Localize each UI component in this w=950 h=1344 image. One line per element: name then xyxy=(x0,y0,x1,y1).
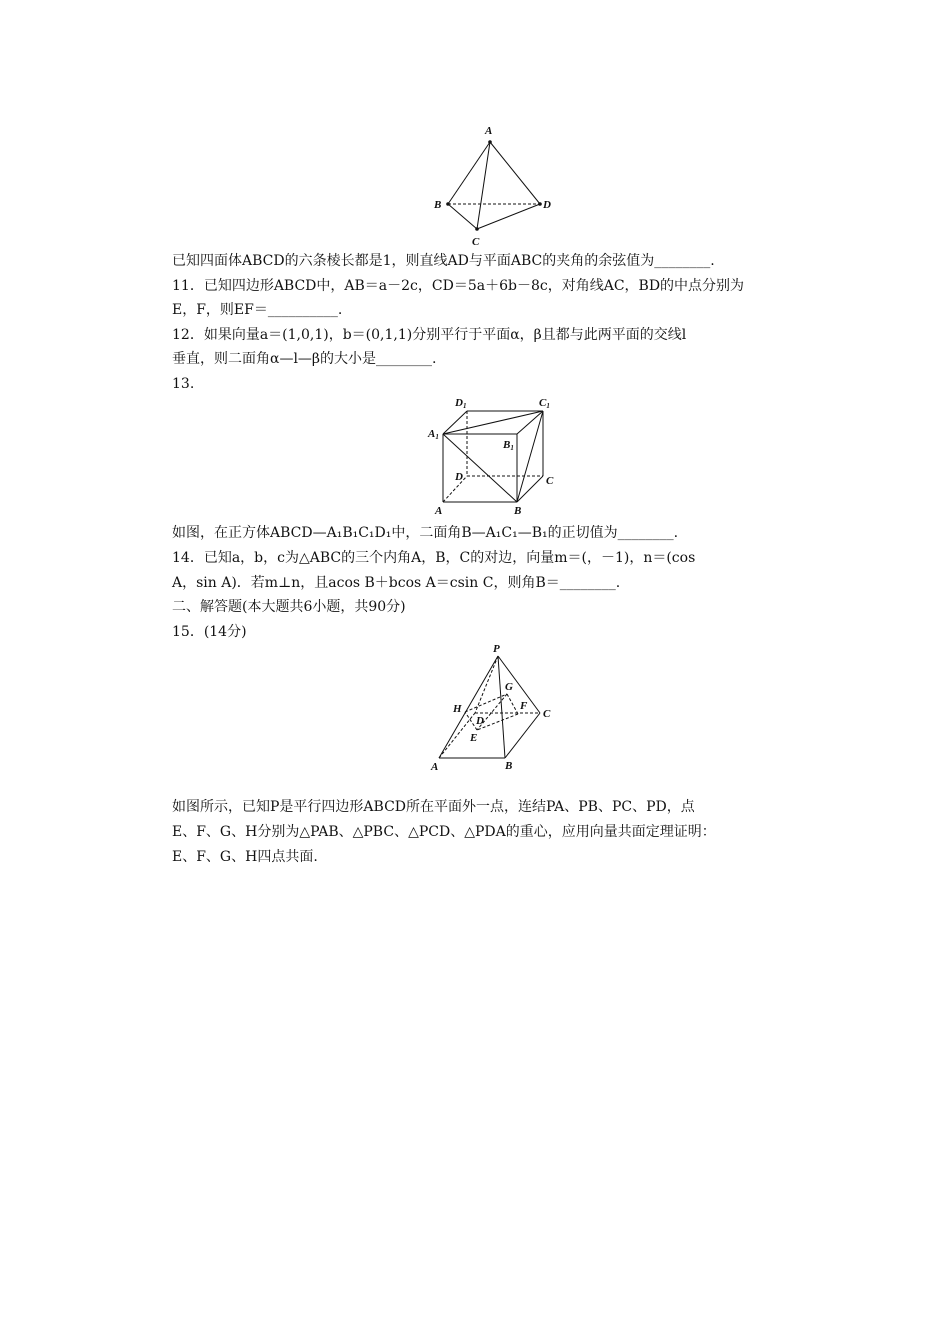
q12-line-1: 12．如果向量a＝(1,0,1)，b＝(0,1,1)分别平行于平面α，β且都与此两平面的交线l xyxy=(172,327,687,343)
pyramid-label-c: C xyxy=(543,708,551,720)
cube-label-b: B xyxy=(514,505,522,517)
tetrahedron-figure xyxy=(430,122,560,250)
q10-statement: 已知四面体ABCD的六条棱长都是1，则直线AD与平面ABC的夹角的余弦值为________. xyxy=(172,253,715,269)
pyramid-label-a: A xyxy=(431,761,439,773)
pyramid-label-g: G xyxy=(505,681,513,693)
pyramid-label-h: H xyxy=(453,703,462,715)
cube-label-c: C xyxy=(546,475,554,487)
cube-diagram xyxy=(425,394,565,518)
tetra-label-c: C xyxy=(472,236,480,248)
q14-line-1: 14．已知a，b，c为△ABC的三个内角A，B，C的对边，向量m＝(，－1)，n＝(cos xyxy=(172,550,696,566)
q13-number: 13. xyxy=(172,376,195,392)
tetra-label-b: B xyxy=(434,199,442,211)
cube-label-a1: A1 xyxy=(428,428,439,441)
q13-statement: 如图，在正方体ABCD—A₁B₁C₁D₁中，二面角B—A₁C₁—B₁的正切值为________. xyxy=(172,525,679,541)
cube-label-c1: C1 xyxy=(539,397,550,410)
pyramid-label-p: P xyxy=(493,643,500,655)
pyramid-diagram xyxy=(425,642,565,774)
q15-line-1: 如图所示，已知P是平行四边形ABCD所在平面外一点，连结PA、PB、PC、PD，点 xyxy=(172,799,695,815)
pyramid-label-f: F xyxy=(520,700,528,712)
cube-label-a: A xyxy=(435,505,443,517)
tetra-label-a: A xyxy=(485,125,493,137)
q11-line-2: E，F，则EF＝__________. xyxy=(172,302,343,318)
cube-label-d: D xyxy=(455,471,463,483)
pyramid-label-e: E xyxy=(470,732,478,744)
cube-figure xyxy=(425,394,565,518)
section-heading: 二、解答题(本大题共6小题，共90分) xyxy=(172,599,406,615)
pyramid-label-d: D xyxy=(476,715,484,727)
cube-label-b1: B1 xyxy=(503,439,514,452)
q15-line-3: E、F、G、H四点共面. xyxy=(172,849,318,865)
q14-line-2: A，sin A)．若m⊥n，且acos B＋bcos A＝csin C，则角B＝________. xyxy=(172,575,621,591)
q12-line-2: 垂直，则二面角α—l—β的大小是________. xyxy=(172,351,437,367)
q15-number: 15．(14分) xyxy=(172,624,247,640)
tetrahedron-diagram xyxy=(430,122,560,250)
cube-label-d1: D1 xyxy=(455,397,467,410)
tetra-label-d: D xyxy=(543,199,551,211)
q15-line-2: E、F、G、H分别为△PAB、△PBC、△PCD、△PDA的重心，应用向量共面定理证明： xyxy=(172,824,716,840)
pyramid-figure xyxy=(425,642,565,774)
q11-line-1: 11．已知四边形ABCD中，AB＝a－2c，CD＝5a＋6b－8c，对角线AC，BD的中点分别为 xyxy=(172,278,745,294)
pyramid-label-b: B xyxy=(505,760,513,772)
